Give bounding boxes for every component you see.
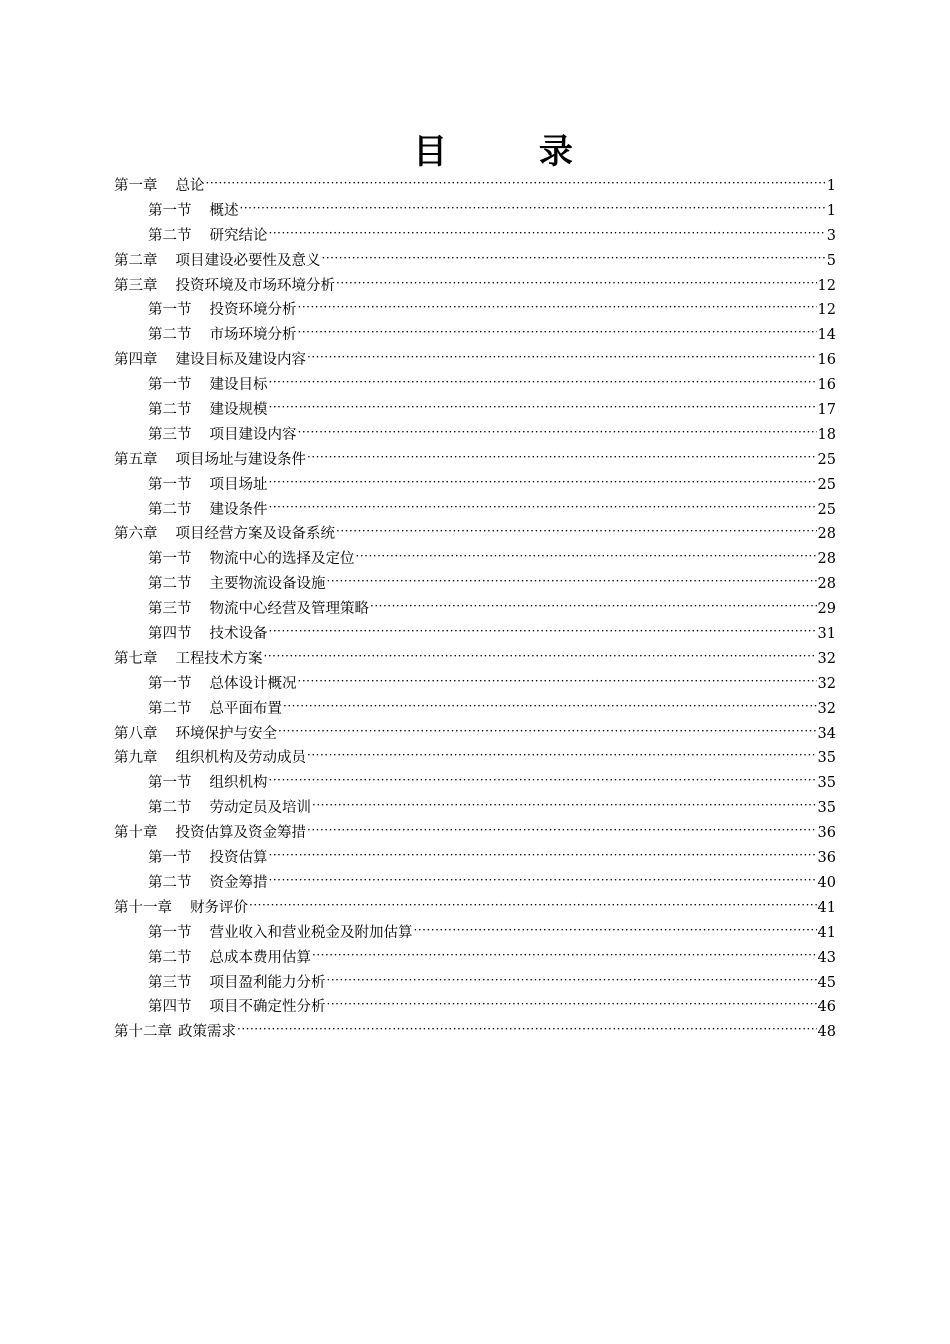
toc-entry-number: 第二节 [148,949,192,966]
toc-section-entry[interactable] [114,672,836,697]
toc-page-number: 17 [817,402,836,419]
toc-dot-leader [298,672,817,694]
toc-entry-number: 第四节 [148,999,192,1016]
toc-entry-number: 第三章 [114,277,158,294]
toc-entry-title: 总论 [175,178,205,194]
toc-entry-title: 投资环境及市场环境分析 [175,277,335,294]
toc-entry-title: 财务评价 [190,899,248,916]
toc-section-entry[interactable] [114,597,836,622]
toc-entry-number: 第一章 [114,178,158,194]
toc-entry-title: 投资估算 [209,850,268,867]
toc-entry-number: 第四章 [114,352,158,369]
toc-page-number: 35 [817,750,836,767]
toc-dot-leader [269,871,817,893]
toc-chapter-entry[interactable] [114,896,836,921]
toc-entry-title: 建设目标及建设内容 [175,352,306,369]
toc-chapter-entry[interactable] [114,821,836,846]
toc-entry-number: 第一节 [148,202,192,219]
toc-entry-title: 投资环境分析 [209,302,297,319]
toc-dot-leader [414,921,817,943]
toc-entry-number: 第一节 [148,675,192,692]
toc-section-entry[interactable] [114,323,836,348]
toc-dot-leader [269,224,826,246]
toc-section-entry[interactable] [114,423,836,448]
toc-section-entry[interactable] [114,871,836,896]
toc-page-number: 29 [817,601,836,618]
toc-dot-leader [206,174,826,196]
toc-section-entry[interactable] [114,473,836,498]
toc-entry-title: 工程技术方案 [175,650,263,667]
toc-page-number: 1 [826,202,836,219]
toc-section-entry[interactable] [114,224,836,249]
toc-page-number: 28 [817,576,836,593]
toc-entry-number: 第三节 [148,974,192,991]
toc-entry-number: 第二节 [148,700,192,717]
toc-entry-number: 第二节 [148,227,192,244]
toc-dot-leader [269,473,817,495]
toc-page-number: 43 [817,949,836,966]
toc-page-number: 25 [817,451,836,468]
toc-entry-number: 第二章 [114,252,158,269]
toc-entry-number: 第七章 [114,650,158,667]
toc-section-entry[interactable] [114,995,836,1020]
toc-page-number: 12 [817,302,836,319]
toc-entry-title: 项目场址 [209,476,268,493]
toc-entry-number: 第一节 [148,377,192,394]
toc-dot-leader [336,274,817,296]
toc-entry-title: 总平面布置 [209,700,282,717]
toc-page-number: 25 [817,501,836,518]
toc-chapter-entry[interactable] [114,274,836,299]
toc-entry-title: 项目盈利能力分析 [209,974,326,991]
toc-entry-title: 组织机构及劳动成员 [175,750,306,767]
toc-dot-leader [356,547,817,569]
toc-dot-leader [269,771,817,793]
toc-entry-number: 第二节 [148,402,192,419]
toc-section-entry[interactable] [114,697,836,722]
toc-page-number: 41 [817,899,836,916]
toc-entry-title: 主要物流设备设施 [209,576,326,593]
toc-section-entry[interactable] [114,373,836,398]
toc-dot-leader [249,896,817,918]
toc-entry-number: 第一节 [148,551,192,568]
toc-entry-title: 投资估算及资金筹措 [175,825,306,842]
toc-entry-title: 建设条件 [209,501,268,518]
toc-entry-number: 第一节 [148,924,192,941]
toc-dot-leader [327,971,817,993]
toc-entry-title: 政策需求 [178,1024,236,1041]
toc-entry-number: 第十二章 [114,1024,172,1041]
toc-entry-number: 第十章 [114,825,158,842]
toc-page-number: 32 [817,675,836,692]
toc-section-entry[interactable] [114,298,836,323]
toc-section-entry[interactable] [114,796,836,821]
toc-entry-number: 第十一章 [114,899,172,916]
toc-dot-leader [307,448,817,470]
toc-page-number: 48 [817,1024,836,1041]
toc-entry-title: 项目经营方案及设备系统 [175,526,335,543]
toc-entry-title: 资金筹措 [209,874,268,891]
toc-dot-leader [269,846,817,868]
toc-page-number: 46 [817,999,836,1016]
toc-section-entry[interactable] [114,622,836,647]
toc-entry-number: 第四节 [148,626,192,643]
toc-entry-number: 第二节 [148,874,192,891]
toc-page-number: 1 [826,178,836,194]
toc-chapter-entry[interactable] [114,1020,836,1045]
toc-entry-title: 物流中心经营及管理策略 [209,601,369,618]
toc-entry-number: 第一节 [148,850,192,867]
toc-list [114,174,836,1045]
toc-entry-title: 营业收入和营业税金及附加估算 [209,924,413,941]
toc-entry-title: 总成本费用估算 [209,949,311,966]
toc-page-number: 16 [817,352,836,369]
toc-entry-number: 第三节 [148,601,192,618]
toc-entry-title: 技术设备 [209,626,268,643]
toc-page-number: 32 [817,650,836,667]
toc-entry-title: 研究结论 [209,227,268,244]
toc-dot-leader [278,722,817,744]
toc-dot-leader [312,946,817,968]
toc-dot-leader [264,647,817,669]
toc-page-number: 31 [817,626,836,643]
toc-entry-title: 总体设计概况 [209,675,297,692]
toc-dot-leader [237,1020,817,1042]
toc-page-number: 16 [817,377,836,394]
toc-section-entry[interactable] [114,572,836,597]
toc-page-number: 28 [817,551,836,568]
toc-entry-title: 组织机构 [209,775,268,792]
toc-section-entry[interactable] [114,771,836,796]
toc-chapter-entry[interactable] [114,722,836,747]
toc-dot-leader [269,398,817,420]
toc-chapter-entry[interactable] [114,522,836,547]
toc-page-number: 32 [817,700,836,717]
toc-chapter-entry[interactable] [114,348,836,373]
toc-section-entry[interactable] [114,498,836,523]
toc-chapter-entry[interactable] [114,746,836,771]
toc-entry-title: 建设目标 [209,377,268,394]
toc-dot-leader [307,746,817,768]
toc-page-number: 36 [817,850,836,867]
toc-entry-number: 第三节 [148,426,192,443]
toc-dot-leader [327,572,817,594]
toc-entry-title: 项目不确定性分析 [209,999,326,1016]
toc-section-entry[interactable] [114,199,836,224]
toc-dot-leader [307,348,817,370]
toc-entry-title: 劳动定员及培训 [209,800,311,817]
toc-entry-number: 第二节 [148,327,192,344]
toc-page-number: 12 [817,277,836,294]
toc-entry-title: 环境保护与安全 [175,725,277,742]
toc-page-number: 41 [817,924,836,941]
toc-dot-leader [370,597,817,619]
toc-page-number: 36 [817,825,836,842]
toc-entry-title: 项目建设内容 [209,426,297,443]
toc-section-entry[interactable] [114,547,836,572]
toc-chapter-entry[interactable] [114,448,836,473]
toc-dot-leader [240,199,826,221]
toc-entry-number: 第二节 [148,501,192,518]
toc-section-entry[interactable] [114,946,836,971]
toc-entry-number: 第一节 [148,775,192,792]
toc-section-entry[interactable] [114,971,836,996]
toc-entry-title: 市场环境分析 [209,327,297,344]
toc-chapter-entry[interactable] [114,647,836,672]
toc-entry-number: 第六章 [114,526,158,543]
toc-chapter-entry[interactable] [114,174,836,199]
toc-dot-leader [269,622,817,644]
toc-entry-number: 第二节 [148,576,192,593]
toc-page-number: 3 [826,227,836,244]
toc-page-number: 40 [817,874,836,891]
toc-dot-leader [269,373,817,395]
toc-dot-leader [298,323,817,345]
toc-entry-title: 物流中心的选择及定位 [209,551,355,568]
toc-chapter-entry[interactable] [114,249,836,274]
toc-dot-leader [298,298,817,320]
toc-page-number: 5 [826,252,836,269]
toc-section-entry[interactable] [114,921,836,946]
toc-entry-number: 第二节 [148,800,192,817]
toc-dot-leader [327,995,817,1017]
toc-page-number: 18 [817,426,836,443]
toc-page-number: 35 [817,800,836,817]
toc-page-number: 14 [817,327,836,344]
toc-entry-number: 第一节 [148,302,192,319]
toc-dot-leader [269,498,817,520]
toc-entry-number: 第一节 [148,476,192,493]
toc-dot-leader [312,796,817,818]
toc-entry-title: 项目场址与建设条件 [175,451,306,468]
toc-dot-leader [322,249,826,271]
toc-entry-title: 建设规模 [209,402,268,419]
toc-section-entry[interactable] [114,846,836,871]
toc-page-number: 45 [817,974,836,991]
toc-entry-title: 项目建设必要性及意义 [175,252,321,269]
toc-dot-leader [283,697,817,719]
toc-section-entry[interactable] [114,398,836,423]
toc-page-number: 25 [817,476,836,493]
toc-entry-number: 第九章 [114,750,158,767]
toc-title: 目 录 [413,132,613,172]
toc-page-number: 28 [817,526,836,543]
toc-entry-number: 第八章 [114,725,158,742]
toc-page-number: 34 [817,725,836,742]
toc-page-number: 35 [817,775,836,792]
toc-dot-leader [336,522,817,544]
toc-entry-title: 概述 [209,202,239,219]
toc-dot-leader [298,423,817,445]
toc-entry-number: 第五章 [114,451,158,468]
toc-dot-leader [307,821,817,843]
